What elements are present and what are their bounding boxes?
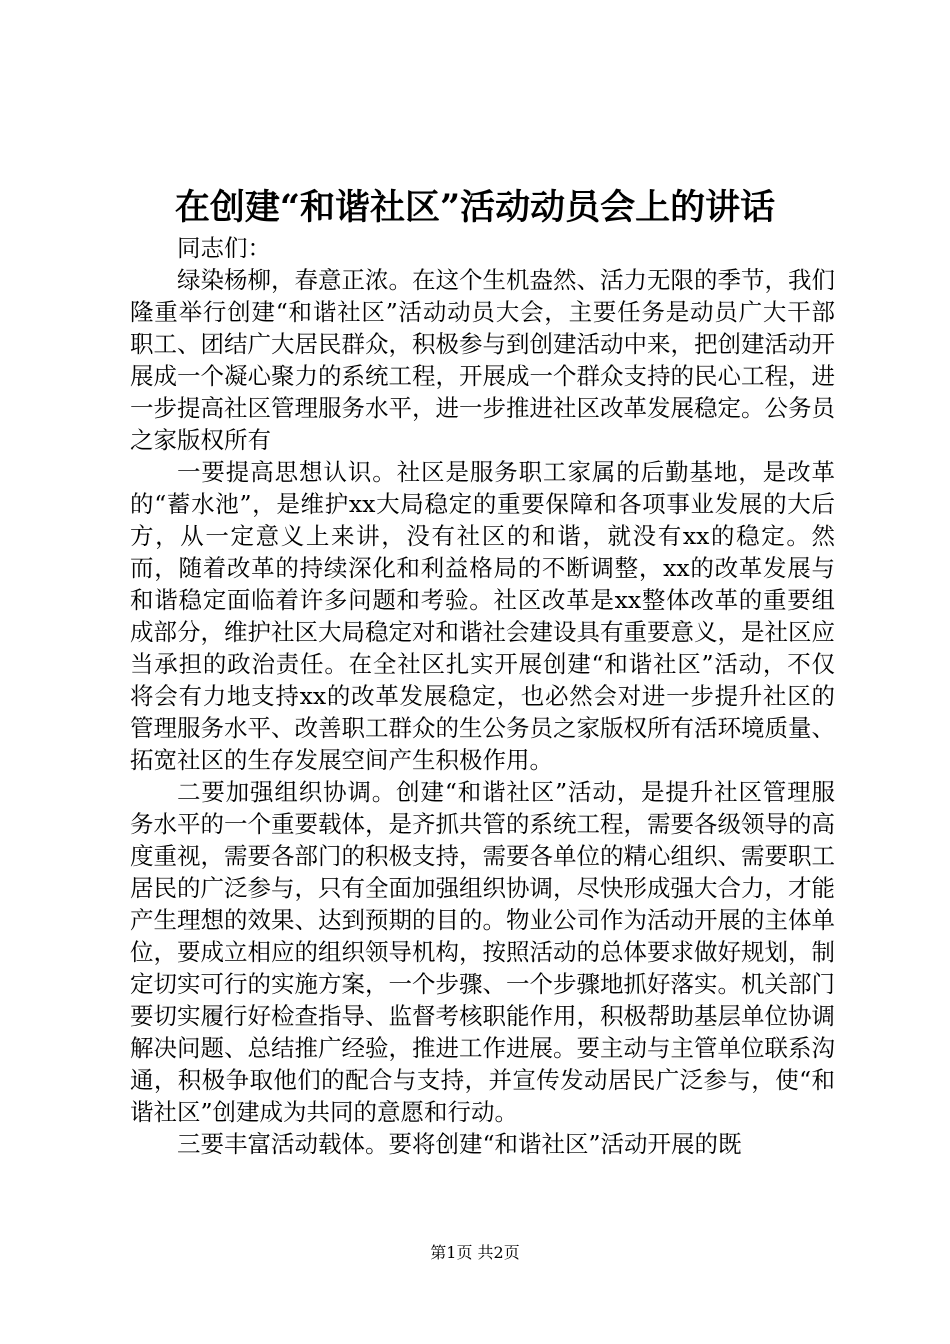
paragraph-point-two: 二要加强组织协调。创建“和谐社区”活动，是提升社区管理服务水平的一个重要载体，是齐抓共管的系统工程，需要各级领导的高度重视，需要各部门的积极支持，需要各单位的精心组织、需要职工居民的广泛参与，只有全面加强组织协调，尽快形成强大合力，才能产生理想的效果、达到预期的目的。物业公司作为活动开展的主体单位，要成立相应的组织领导机构，按照活动的总体要求做好规划，制定切实可行的实施方案，一个步骤、一个步骤地抓好落实。机关部门要切实履行好检查指导、监督考核职能作用，积极帮助基层单位协调解决问题、总结推广经验，推进工作进展。要主动与主管单位联系沟通，积极争取他们的配合与支持，并宣传发动居民广泛参与，使“和谐社区”创建成为共同的意愿和行动。 — [130, 778, 835, 1126]
salutation: 同志们： — [177, 234, 271, 262]
document-body — [130, 232, 835, 1160]
paragraph-opening: 绿染杨柳，春意正浓。在这个生机盎然、活力无限的季节，我们隆重举行创建“和谐社区”活动动员大会，主要任务是动员广大干部职工、团结广大居民群众，积极参与到创建活动中来，把创建活动开展成一个凝心聚力的系统工程，开展成一个群众支持的民心工程，进一步提高社区管理服务水平，进一步推进社区改革发展稳定。公务员之家版权所有 — [130, 266, 835, 454]
document-title: 在创建“和谐社区”活动动员会上的讲话 — [174, 187, 776, 228]
paragraph-point-one: 一要提高思想认识。社区是服务职工家属的后勤基地，是改革的“蓄水池”，是维护xx大局稳定的重要保障和各项事业发展的大后方，从一定意义上来讲，没有社区的和谐，就没有xx的稳定。然而，随着改革的持续深化和利益格局的不断调整，xx的改革发展与和谐稳定面临着许多问题和考验。社区改革是xx整体改革的重要组成部分，维护社区大局稳定对和谐社会建设具有重要意义，是社区应当承担的政治责任。在全社区扎实开展创建“和谐社区”活动，不仅将会有力地支持xx的改革发展稳定，也必然会对进一步提升社区的管理服务水平、改善职工群众的生公务员之家版权所有活环境质量、拓宽社区的生存发展空间产生积极作用。 — [130, 458, 835, 774]
paragraph-point-three: 三要丰富活动载体。要将创建“和谐社区”活动开展的既 — [177, 1130, 742, 1158]
page-footer: 第1页 共2页 — [430, 1243, 520, 1262]
